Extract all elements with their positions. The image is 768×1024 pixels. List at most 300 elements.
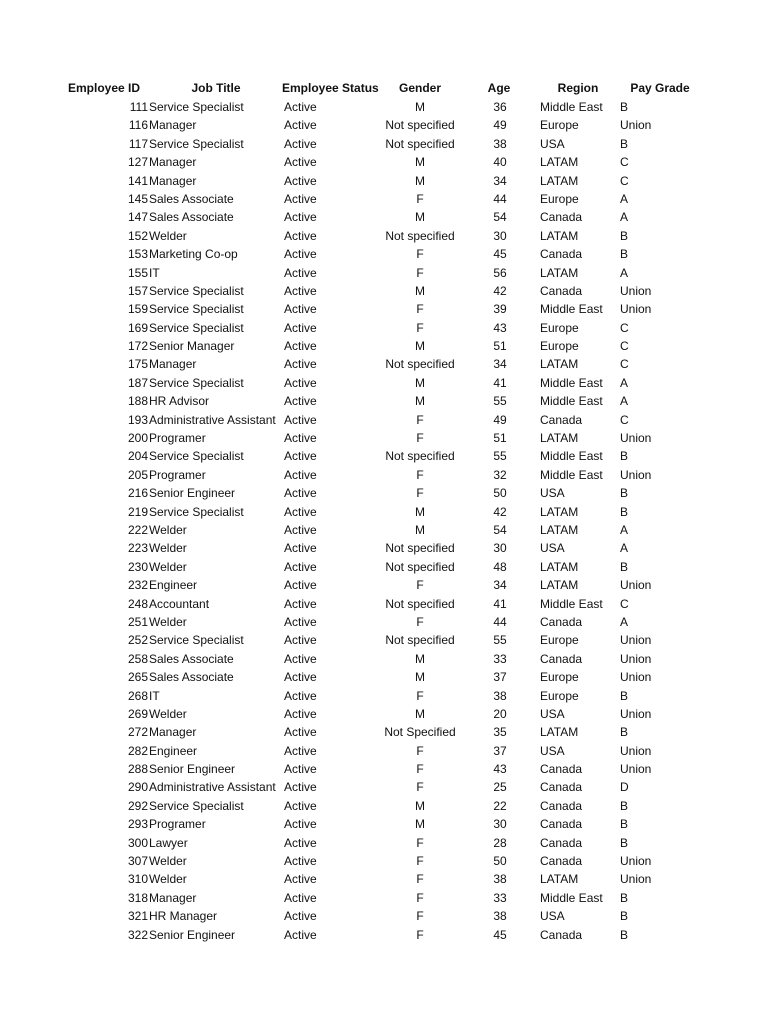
table-row (0, 742, 768, 760)
table-row (0, 613, 768, 631)
employee-status-cell: Active (284, 375, 317, 390)
employee-id-cell: 232 (127, 578, 148, 593)
pay-grade-cell: Union (620, 118, 652, 133)
header-employee-status: Employee Status (282, 81, 379, 95)
employee-id-cell: 175 (127, 357, 148, 372)
employee-id-cell: 310 (127, 872, 148, 887)
job-title-cell: Programer (149, 817, 206, 832)
gender-cell: F (416, 486, 424, 501)
region-cell: LATAM (540, 228, 579, 243)
region-cell: Canada (540, 762, 583, 777)
employee-id-cell: 127 (127, 155, 148, 170)
region-cell: LATAM (540, 578, 579, 593)
pay-grade-cell: C (620, 155, 629, 170)
job-title-cell: Welder (149, 872, 187, 887)
age-cell: 34 (493, 173, 507, 188)
employee-id-cell: 111 (129, 100, 148, 114)
gender-cell: M (415, 651, 425, 666)
employee-id-cell: 300 (127, 835, 148, 850)
employee-id-cell: 251 (127, 614, 148, 629)
gender-cell: F (416, 578, 424, 593)
employee-status-cell: Active (284, 467, 317, 482)
job-title-cell: Service Specialist (149, 449, 244, 464)
pay-grade-cell: Union (620, 578, 652, 593)
employee-status-cell: Active (284, 780, 317, 795)
employee-id-cell: 145 (127, 191, 148, 206)
employee-id-cell: 293 (127, 817, 148, 832)
employee-status-cell: Active (284, 136, 317, 151)
job-title-cell: Welder (149, 522, 187, 537)
employee-id-cell: 272 (127, 725, 148, 740)
pay-grade-cell: B (620, 504, 629, 519)
gender-cell: Not specified (385, 559, 455, 574)
region-cell: Canada (540, 247, 583, 262)
pay-grade-cell: B (620, 798, 629, 813)
employee-id-cell: 230 (127, 559, 148, 574)
pay-grade-cell: Union (620, 872, 652, 887)
employee-id-cell: 204 (127, 449, 148, 464)
employee-id-cell: 292 (127, 798, 148, 813)
job-title-cell: Senior Engineer (149, 762, 236, 777)
employee-status-cell: Active (284, 614, 317, 629)
age-cell: 30 (493, 817, 507, 832)
job-title-cell: Marketing Co-op (149, 247, 238, 262)
gender-cell: F (416, 320, 424, 335)
age-cell: 30 (493, 541, 507, 556)
employee-id-cell: 216 (127, 486, 148, 501)
employee-status-cell: Active (284, 265, 317, 280)
age-cell: 50 (493, 854, 507, 869)
employee-status-cell: Active (284, 854, 317, 869)
region-cell: Middle East (540, 394, 603, 409)
job-title-cell: Service Specialist (149, 320, 244, 335)
employee-status-cell: Active (284, 835, 317, 850)
gender-cell: M (415, 339, 425, 354)
pay-grade-cell: C (620, 173, 629, 188)
table-row (0, 539, 768, 557)
employee-id-cell: 268 (127, 688, 148, 703)
employee-status-cell: Active (284, 890, 317, 905)
employee-status-cell: Active (284, 247, 317, 262)
header-employee-id: Employee ID (68, 81, 141, 95)
job-title-cell: Service Specialist (149, 100, 244, 114)
age-cell: 30 (493, 228, 507, 243)
region-cell: USA (540, 743, 565, 758)
employee-id-cell: 157 (127, 283, 148, 298)
job-title-cell: Engineer (149, 578, 198, 593)
pay-grade-cell: C (620, 596, 629, 611)
employee-status-cell: Active (284, 431, 317, 446)
gender-cell: F (416, 302, 424, 317)
job-title-cell: Administrative Assistant (149, 780, 276, 795)
region-cell: USA (540, 706, 565, 721)
job-title-cell: IT (149, 688, 160, 703)
employee-status-cell: Active (284, 155, 317, 170)
gender-cell: F (416, 762, 424, 777)
age-cell: 25 (493, 780, 507, 795)
age-cell: 33 (493, 890, 507, 905)
region-cell: Middle East (540, 449, 603, 464)
employee-status-cell: Active (284, 817, 317, 832)
region-cell: Middle East (540, 100, 603, 114)
pay-grade-cell: B (620, 559, 629, 574)
table-row (0, 797, 768, 815)
pay-grade-cell: A (620, 541, 629, 556)
employee-id-cell: 172 (127, 339, 148, 354)
age-cell: 49 (493, 412, 507, 427)
gender-cell: M (415, 817, 425, 832)
region-cell: USA (540, 909, 565, 924)
employee-status-cell: Active (284, 798, 317, 813)
employee-table-body (0, 98, 768, 944)
gender-cell: M (415, 155, 425, 170)
header-job-title: Job Title (191, 81, 241, 95)
employee-status-cell: Active (284, 651, 317, 666)
employee-id-cell: 147 (127, 210, 148, 225)
job-title-cell: Senior Manager (149, 339, 235, 354)
age-cell: 55 (493, 394, 507, 409)
age-cell: 55 (493, 449, 507, 464)
job-title-cell: Service Specialist (149, 375, 244, 390)
pay-grade-cell: A (620, 191, 629, 206)
age-cell: 51 (493, 339, 507, 354)
table-row (0, 484, 768, 502)
age-cell: 33 (493, 651, 507, 666)
gender-cell: M (415, 670, 425, 685)
job-title-cell: IT (149, 265, 160, 280)
age-cell: 44 (493, 191, 507, 206)
table-row (0, 907, 768, 925)
employee-status-cell: Active (284, 927, 317, 942)
gender-cell: F (416, 467, 424, 482)
employee-id-cell: 205 (127, 467, 148, 482)
gender-cell: M (415, 283, 425, 298)
table-row (0, 815, 768, 833)
employee-id-cell: 187 (127, 375, 148, 390)
job-title-cell: Manager (149, 357, 197, 372)
pay-grade-cell: B (620, 835, 629, 850)
job-title-cell: Programer (149, 467, 206, 482)
job-title-cell: Sales Associate (149, 651, 234, 666)
gender-cell: M (415, 375, 425, 390)
gender-cell: F (416, 927, 424, 942)
job-title-cell: Accountant (149, 596, 210, 611)
gender-cell: M (415, 394, 425, 409)
region-cell: Middle East (540, 302, 603, 317)
gender-cell: Not specified (385, 541, 455, 556)
employee-status-cell: Active (284, 210, 317, 225)
employee-status-cell: Active (284, 357, 317, 372)
pay-grade-cell: Union (620, 762, 652, 777)
region-cell: Canada (540, 927, 583, 942)
employee-status-cell: Active (284, 522, 317, 537)
employee-status-cell: Active (284, 339, 317, 354)
employee-status-cell: Active (284, 670, 317, 685)
gender-cell: F (416, 265, 424, 280)
table-row (0, 503, 768, 521)
employee-id-cell: 322 (127, 927, 148, 942)
pay-grade-cell: C (620, 339, 629, 354)
region-cell: Canada (540, 210, 583, 225)
table-row (0, 208, 768, 226)
employee-status-cell: Active (284, 302, 317, 317)
job-title-cell: Administrative Assistant (149, 412, 276, 427)
header-region: Region (557, 81, 599, 95)
table-row (0, 760, 768, 778)
job-title-cell: HR Advisor (149, 394, 210, 409)
employee-status-cell: Active (284, 541, 317, 556)
gender-cell: F (416, 412, 424, 427)
pay-grade-cell: Union (620, 854, 652, 869)
pay-grade-cell: B (620, 136, 629, 151)
pay-grade-cell: C (620, 320, 629, 335)
region-cell: Europe (540, 339, 579, 354)
region-cell: Canada (540, 798, 583, 813)
age-cell: 45 (493, 247, 507, 262)
region-cell: Europe (540, 191, 579, 206)
employee-status-cell: Active (284, 412, 317, 427)
pay-grade-cell: Union (620, 651, 652, 666)
job-title-cell: Welder (149, 614, 187, 629)
employee-id-cell: 307 (127, 854, 148, 869)
job-title-cell: Welder (149, 228, 187, 243)
pay-grade-cell: B (620, 100, 629, 114)
gender-cell: Not specified (385, 633, 455, 648)
job-title-cell: Engineer (149, 743, 198, 758)
job-title-cell: Manager (149, 890, 197, 905)
employee-status-cell: Active (284, 559, 317, 574)
table-row (0, 852, 768, 870)
gender-cell: M (415, 100, 425, 114)
gender-cell: F (416, 909, 424, 924)
job-title-cell: Service Specialist (149, 283, 244, 298)
age-cell: 41 (493, 596, 507, 611)
pay-grade-cell: C (620, 357, 629, 372)
table-row (0, 98, 768, 116)
employee-id-cell: 282 (127, 743, 148, 758)
gender-cell: Not specified (385, 596, 455, 611)
employee-id-cell: 193 (127, 412, 148, 427)
region-cell: USA (540, 136, 565, 151)
age-cell: 22 (493, 798, 507, 813)
employee-id-cell: 248 (127, 596, 148, 611)
region-cell: Europe (540, 670, 579, 685)
employee-status-cell: Active (284, 909, 317, 924)
pay-grade-cell: Union (620, 706, 652, 721)
table-row (0, 447, 768, 465)
employee-id-cell: 159 (127, 302, 148, 317)
employee-id-cell: 288 (127, 762, 148, 777)
pay-grade-cell: Union (620, 302, 652, 317)
region-cell: LATAM (540, 431, 579, 446)
table-row (0, 631, 768, 649)
pay-grade-cell: B (620, 688, 629, 703)
table-row (0, 889, 768, 907)
pay-grade-cell: B (620, 725, 629, 740)
region-cell: LATAM (540, 504, 579, 519)
table-row (0, 245, 768, 263)
age-cell: 37 (493, 670, 507, 685)
table-row (0, 595, 768, 613)
pay-grade-cell: Union (620, 431, 652, 446)
employee-status-cell: Active (284, 725, 317, 740)
table-row (0, 374, 768, 392)
age-cell: 28 (493, 835, 507, 850)
region-cell: Middle East (540, 375, 603, 390)
table-row (0, 834, 768, 852)
table-row (0, 227, 768, 245)
header-pay-grade: Pay Grade (630, 81, 690, 95)
region-cell: LATAM (540, 725, 579, 740)
pay-grade-cell: D (620, 780, 629, 795)
age-cell: 38 (493, 688, 507, 703)
region-cell: LATAM (540, 559, 579, 574)
gender-cell: F (416, 191, 424, 206)
region-cell: Canada (540, 854, 583, 869)
age-cell: 44 (493, 614, 507, 629)
employee-status-cell: Active (284, 486, 317, 501)
pay-grade-cell: A (620, 265, 629, 280)
pay-grade-cell: A (620, 375, 629, 390)
table-row (0, 668, 768, 686)
region-cell: Canada (540, 614, 583, 629)
age-cell: 54 (493, 210, 507, 225)
employee-status-cell: Active (284, 578, 317, 593)
table-row (0, 650, 768, 668)
region-cell: LATAM (540, 872, 579, 887)
gender-cell: M (415, 504, 425, 519)
employee-id-cell: 117 (128, 136, 148, 151)
gender-cell: F (416, 780, 424, 795)
gender-cell: F (416, 890, 424, 905)
gender-cell: F (416, 835, 424, 850)
pay-grade-cell: B (620, 486, 629, 501)
gender-cell: Not specified (385, 449, 455, 464)
employee-id-cell: 258 (127, 651, 148, 666)
age-cell: 38 (493, 909, 507, 924)
region-cell: Canada (540, 412, 583, 427)
job-title-cell: Service Specialist (149, 302, 244, 317)
job-title-cell: Programer (149, 431, 206, 446)
employee-status-cell: Active (284, 762, 317, 777)
age-cell: 35 (493, 725, 507, 740)
job-title-cell: Sales Associate (149, 191, 234, 206)
employee-status-cell: Active (284, 118, 317, 133)
job-title-cell: Sales Associate (149, 670, 234, 685)
age-cell: 38 (493, 136, 507, 151)
age-cell: 55 (493, 633, 507, 648)
employee-id-cell: 321 (127, 909, 148, 924)
pay-grade-cell: A (620, 614, 629, 629)
gender-cell: F (416, 743, 424, 758)
employee-id-cell: 318 (127, 890, 148, 905)
header-gender: Gender (398, 81, 441, 95)
pay-grade-cell: A (620, 210, 629, 225)
job-title-cell: Sales Associate (149, 210, 234, 225)
region-cell: Europe (540, 118, 579, 133)
employee-status-cell: Active (284, 394, 317, 409)
table-row (0, 337, 768, 355)
age-cell: 20 (493, 706, 507, 721)
pay-grade-cell: Union (620, 670, 652, 685)
age-cell: 56 (493, 265, 507, 280)
table-row (0, 264, 768, 282)
pay-grade-cell: B (620, 247, 629, 262)
employee-status-cell: Active (284, 706, 317, 721)
age-cell: 38 (493, 872, 507, 887)
table-row (0, 411, 768, 429)
table-row (0, 926, 768, 944)
table-row (0, 190, 768, 208)
table-row (0, 282, 768, 300)
age-cell: 48 (493, 559, 507, 574)
employee-id-cell: 141 (127, 173, 148, 188)
employee-id-cell: 116 (128, 118, 148, 133)
table-row (0, 300, 768, 318)
pay-grade-cell: C (620, 412, 629, 427)
employee-id-cell: 155 (127, 265, 148, 280)
gender-cell: F (416, 854, 424, 869)
employee-status-cell: Active (284, 449, 317, 464)
region-cell: USA (540, 486, 565, 501)
age-cell: 41 (493, 375, 507, 390)
job-title-cell: Manager (149, 118, 197, 133)
employee-id-cell: 169 (127, 320, 148, 335)
age-cell: 51 (493, 431, 507, 446)
job-title-cell: Manager (149, 725, 197, 740)
employee-status-cell: Active (284, 596, 317, 611)
age-cell: 39 (493, 302, 507, 317)
region-cell: Canada (540, 283, 583, 298)
region-cell: LATAM (540, 357, 579, 372)
table-row (0, 558, 768, 576)
region-cell: LATAM (540, 173, 579, 188)
gender-cell: M (415, 173, 425, 188)
region-cell: Canada (540, 780, 583, 795)
employee-id-cell: 152 (127, 228, 148, 243)
job-title-cell: Service Specialist (149, 136, 244, 151)
gender-cell: M (415, 706, 425, 721)
region-cell: Middle East (540, 890, 603, 905)
pay-grade-cell: Union (620, 743, 652, 758)
age-cell: 50 (493, 486, 507, 501)
table-row (0, 135, 768, 153)
employee-status-cell: Active (284, 320, 317, 335)
employee-status-cell: Active (284, 191, 317, 206)
pay-grade-cell: Union (620, 467, 652, 482)
job-title-cell: Welder (149, 854, 187, 869)
age-cell: 32 (493, 467, 507, 482)
table-row (0, 429, 768, 447)
table-row (0, 319, 768, 337)
table-row (0, 705, 768, 723)
region-cell: LATAM (540, 522, 579, 537)
header-age: Age (487, 81, 511, 95)
job-title-cell: Welder (149, 706, 187, 721)
gender-cell: M (415, 798, 425, 813)
job-title-cell: Welder (149, 541, 187, 556)
employee-id-cell: 265 (127, 670, 148, 685)
table-row (0, 466, 768, 484)
region-cell: Canada (540, 835, 583, 850)
table-row (0, 172, 768, 190)
employee-status-cell: Active (284, 100, 317, 114)
job-title-cell: Senior Engineer (149, 927, 236, 942)
age-cell: 49 (493, 118, 507, 133)
job-title-cell: HR Manager (149, 909, 218, 924)
gender-cell: F (416, 688, 424, 703)
age-cell: 37 (493, 743, 507, 758)
